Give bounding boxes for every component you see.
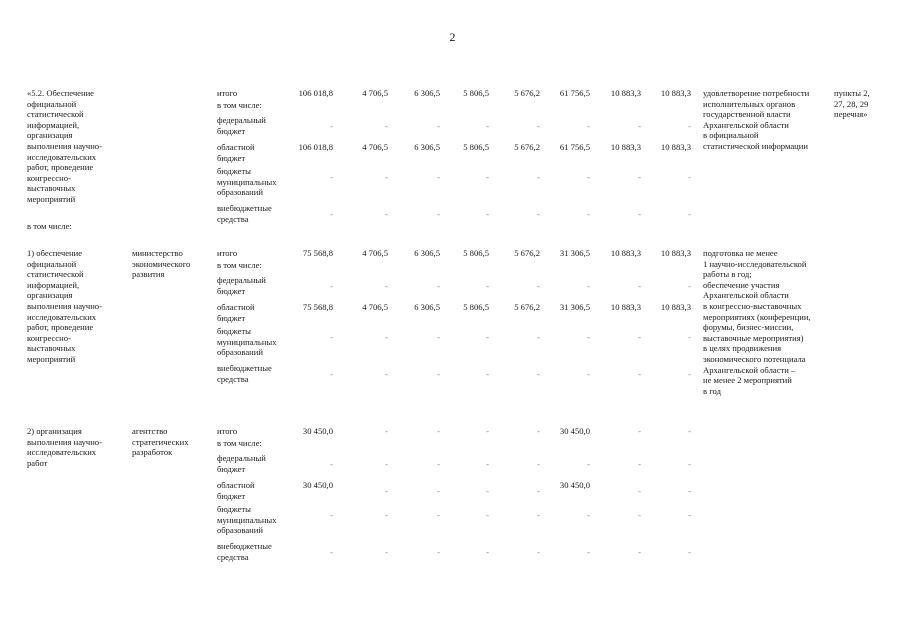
- amount-cell: 10 883,3: [660, 302, 691, 312]
- amount-cell: 10 883,3: [660, 248, 691, 258]
- amount-cell: -: [486, 486, 489, 496]
- funding-source-label: внебюджетные средства: [217, 363, 272, 384]
- amount-cell: 106 018,8: [298, 88, 333, 98]
- amount-cell: -: [688, 459, 691, 469]
- amount-cell: -: [688, 547, 691, 557]
- amount-cell: -: [587, 209, 590, 219]
- amount-cell: -: [638, 332, 641, 342]
- amount-cell: -: [537, 510, 540, 520]
- page-number: 2: [449, 30, 456, 44]
- amount-cell: -: [486, 209, 489, 219]
- amount-cell: -: [587, 281, 590, 291]
- amount-cell: -: [688, 209, 691, 219]
- amount-cell: -: [437, 121, 440, 131]
- funding-source-label: итого: [217, 248, 238, 258]
- amount-cell: 61 756,5: [559, 88, 590, 98]
- funding-source-label: в том числе:: [217, 260, 262, 270]
- amount-cell: -: [587, 172, 590, 182]
- amount-cell: -: [330, 209, 333, 219]
- amount-cell: 5 806,5: [463, 88, 489, 98]
- amount-cell: -: [385, 172, 388, 182]
- amount-cell: -: [486, 281, 489, 291]
- amount-cell: -: [537, 459, 540, 469]
- objective-note: в том числе:: [27, 221, 72, 231]
- amount-cell: -: [330, 510, 333, 520]
- amount-cell: -: [385, 209, 388, 219]
- amount-cell: -: [587, 459, 590, 469]
- amount-cell: -: [537, 486, 540, 496]
- amount-cell: -: [330, 459, 333, 469]
- amount-cell: -: [537, 426, 540, 436]
- amount-cell: -: [638, 459, 641, 469]
- funding-source-label: областной бюджет: [217, 142, 255, 163]
- amount-cell: 4 706,5: [362, 248, 388, 258]
- amount-cell: 10 883,3: [610, 88, 641, 98]
- amount-cell: 75 568,8: [302, 302, 333, 312]
- amount-cell: -: [437, 369, 440, 379]
- amount-cell: 75 568,8: [302, 248, 333, 258]
- funding-source-label: бюджеты муниципальных образований: [217, 504, 277, 536]
- amount-cell: 10 883,3: [660, 88, 691, 98]
- amount-cell: 5 676,2: [514, 142, 540, 152]
- amount-cell: 4 706,5: [362, 302, 388, 312]
- amount-cell: -: [688, 332, 691, 342]
- funding-source-label: внебюджетные средства: [217, 541, 272, 562]
- amount-cell: -: [688, 486, 691, 496]
- amount-cell: -: [638, 547, 641, 557]
- amount-cell: -: [385, 426, 388, 436]
- funding-source-label: областной бюджет: [217, 302, 255, 323]
- executor-text: агентство стратегических разработок: [132, 426, 189, 458]
- expected-result-text: подготовка не менее 1 научно-исследовательской работы в год; обеспечение участия Архангельской области в конгрессно-выставочных мероприятиях (конференции, форумы, бизнес-миссии, выставочные мероприятия) в целях продвижения экономического потенциала Архангельской области – не менее 2 мероприятий в год: [703, 248, 811, 396]
- objective-text: «5.2. Обеспечение официальной статистической информацией, организация выполнения научно- исследовательских работ, проведение конгрессно- выставочных мероприятий: [27, 88, 102, 204]
- amount-cell: -: [486, 172, 489, 182]
- funding-source-label: федеральный бюджет: [217, 453, 266, 474]
- amount-cell: -: [537, 121, 540, 131]
- amount-cell: -: [688, 426, 691, 436]
- amount-cell: -: [587, 121, 590, 131]
- amount-cell: 4 706,5: [362, 142, 388, 152]
- amount-cell: 31 306,5: [559, 248, 590, 258]
- amount-cell: -: [385, 332, 388, 342]
- amount-cell: 6 306,5: [414, 302, 440, 312]
- amount-cell: -: [330, 281, 333, 291]
- amount-cell: -: [587, 510, 590, 520]
- amount-cell: 106 018,8: [298, 142, 333, 152]
- amount-cell: -: [437, 486, 440, 496]
- amount-cell: 30 450,0: [302, 426, 333, 436]
- amount-cell: 30 450,0: [302, 480, 333, 490]
- amount-cell: -: [330, 172, 333, 182]
- funding-source-label: внебюджетные средства: [217, 203, 272, 224]
- amount-cell: -: [385, 486, 388, 496]
- amount-cell: -: [437, 510, 440, 520]
- amount-cell: -: [385, 281, 388, 291]
- amount-cell: 6 306,5: [414, 88, 440, 98]
- amount-cell: -: [688, 510, 691, 520]
- funding-source-label: федеральный бюджет: [217, 275, 266, 296]
- amount-cell: -: [385, 547, 388, 557]
- amount-cell: 10 883,3: [610, 142, 641, 152]
- objective-text: 2) организация выполнения научно- исследовательских работ: [27, 426, 102, 468]
- amount-cell: -: [537, 332, 540, 342]
- amount-cell: -: [385, 369, 388, 379]
- amount-cell: -: [587, 332, 590, 342]
- amount-cell: 31 306,5: [559, 302, 590, 312]
- funding-source-label: бюджеты муниципальных образований: [217, 166, 277, 198]
- amount-cell: -: [385, 121, 388, 131]
- funding-source-label: областной бюджет: [217, 480, 255, 501]
- amount-cell: -: [587, 547, 590, 557]
- amount-cell: -: [638, 281, 641, 291]
- amount-cell: -: [537, 547, 540, 557]
- funding-source-label: в том числе:: [217, 438, 262, 448]
- amount-cell: -: [486, 510, 489, 520]
- amount-cell: -: [437, 172, 440, 182]
- amount-cell: 5 806,5: [463, 142, 489, 152]
- amount-cell: 30 450,0: [559, 480, 590, 490]
- amount-cell: -: [638, 510, 641, 520]
- amount-cell: 61 756,5: [559, 142, 590, 152]
- amount-cell: -: [437, 281, 440, 291]
- amount-cell: -: [537, 172, 540, 182]
- amount-cell: 5 676,2: [514, 302, 540, 312]
- executor-text: министерство экономического развития: [132, 248, 191, 280]
- amount-cell: 5 676,2: [514, 88, 540, 98]
- amount-cell: -: [638, 209, 641, 219]
- amount-cell: 5 676,2: [514, 248, 540, 258]
- amount-cell: -: [688, 281, 691, 291]
- amount-cell: 5 806,5: [463, 248, 489, 258]
- amount-cell: -: [437, 547, 440, 557]
- amount-cell: -: [587, 369, 590, 379]
- funding-source-label: федеральный бюджет: [217, 115, 266, 136]
- funding-source-label: в том числе:: [217, 100, 262, 110]
- amount-cell: -: [537, 209, 540, 219]
- amount-cell: -: [486, 547, 489, 557]
- amount-cell: 10 883,3: [610, 248, 641, 258]
- amount-cell: 5 806,5: [463, 302, 489, 312]
- amount-cell: -: [486, 459, 489, 469]
- amount-cell: -: [385, 510, 388, 520]
- amount-cell: -: [385, 459, 388, 469]
- amount-cell: -: [330, 369, 333, 379]
- amount-cell: -: [486, 332, 489, 342]
- amount-cell: -: [486, 121, 489, 131]
- amount-cell: -: [486, 369, 489, 379]
- reference-text: пункты 2, 27, 28, 29 перечня»: [834, 88, 870, 120]
- funding-source-label: итого: [217, 426, 238, 436]
- amount-cell: -: [330, 332, 333, 342]
- funding-source-label: бюджеты муниципальных образований: [217, 326, 277, 358]
- amount-cell: -: [638, 369, 641, 379]
- amount-cell: -: [537, 369, 540, 379]
- amount-cell: 30 450,0: [559, 426, 590, 436]
- amount-cell: -: [330, 121, 333, 131]
- amount-cell: -: [688, 369, 691, 379]
- amount-cell: 6 306,5: [414, 142, 440, 152]
- funding-source-label: итого: [217, 88, 238, 98]
- amount-cell: 6 306,5: [414, 248, 440, 258]
- amount-cell: -: [638, 426, 641, 436]
- amount-cell: -: [537, 281, 540, 291]
- amount-cell: -: [437, 209, 440, 219]
- objective-text: 1) обеспечение официальной статистической информацией, организация выполнения научно- исследовательских работ, проведение конгрессно- выставочных мероприятий: [27, 248, 102, 364]
- amount-cell: -: [638, 172, 641, 182]
- amount-cell: -: [638, 121, 641, 131]
- amount-cell: -: [437, 459, 440, 469]
- expected-result-text: удовлетворение потребности исполнительных органов государственной власти Архангельской области в официальной статистической информации: [703, 88, 810, 151]
- amount-cell: -: [638, 486, 641, 496]
- amount-cell: -: [437, 426, 440, 436]
- amount-cell: -: [330, 547, 333, 557]
- amount-cell: 4 706,5: [362, 88, 388, 98]
- amount-cell: -: [688, 172, 691, 182]
- amount-cell: 10 883,3: [660, 142, 691, 152]
- amount-cell: 10 883,3: [610, 302, 641, 312]
- amount-cell: -: [688, 121, 691, 131]
- amount-cell: -: [437, 332, 440, 342]
- amount-cell: -: [486, 426, 489, 436]
